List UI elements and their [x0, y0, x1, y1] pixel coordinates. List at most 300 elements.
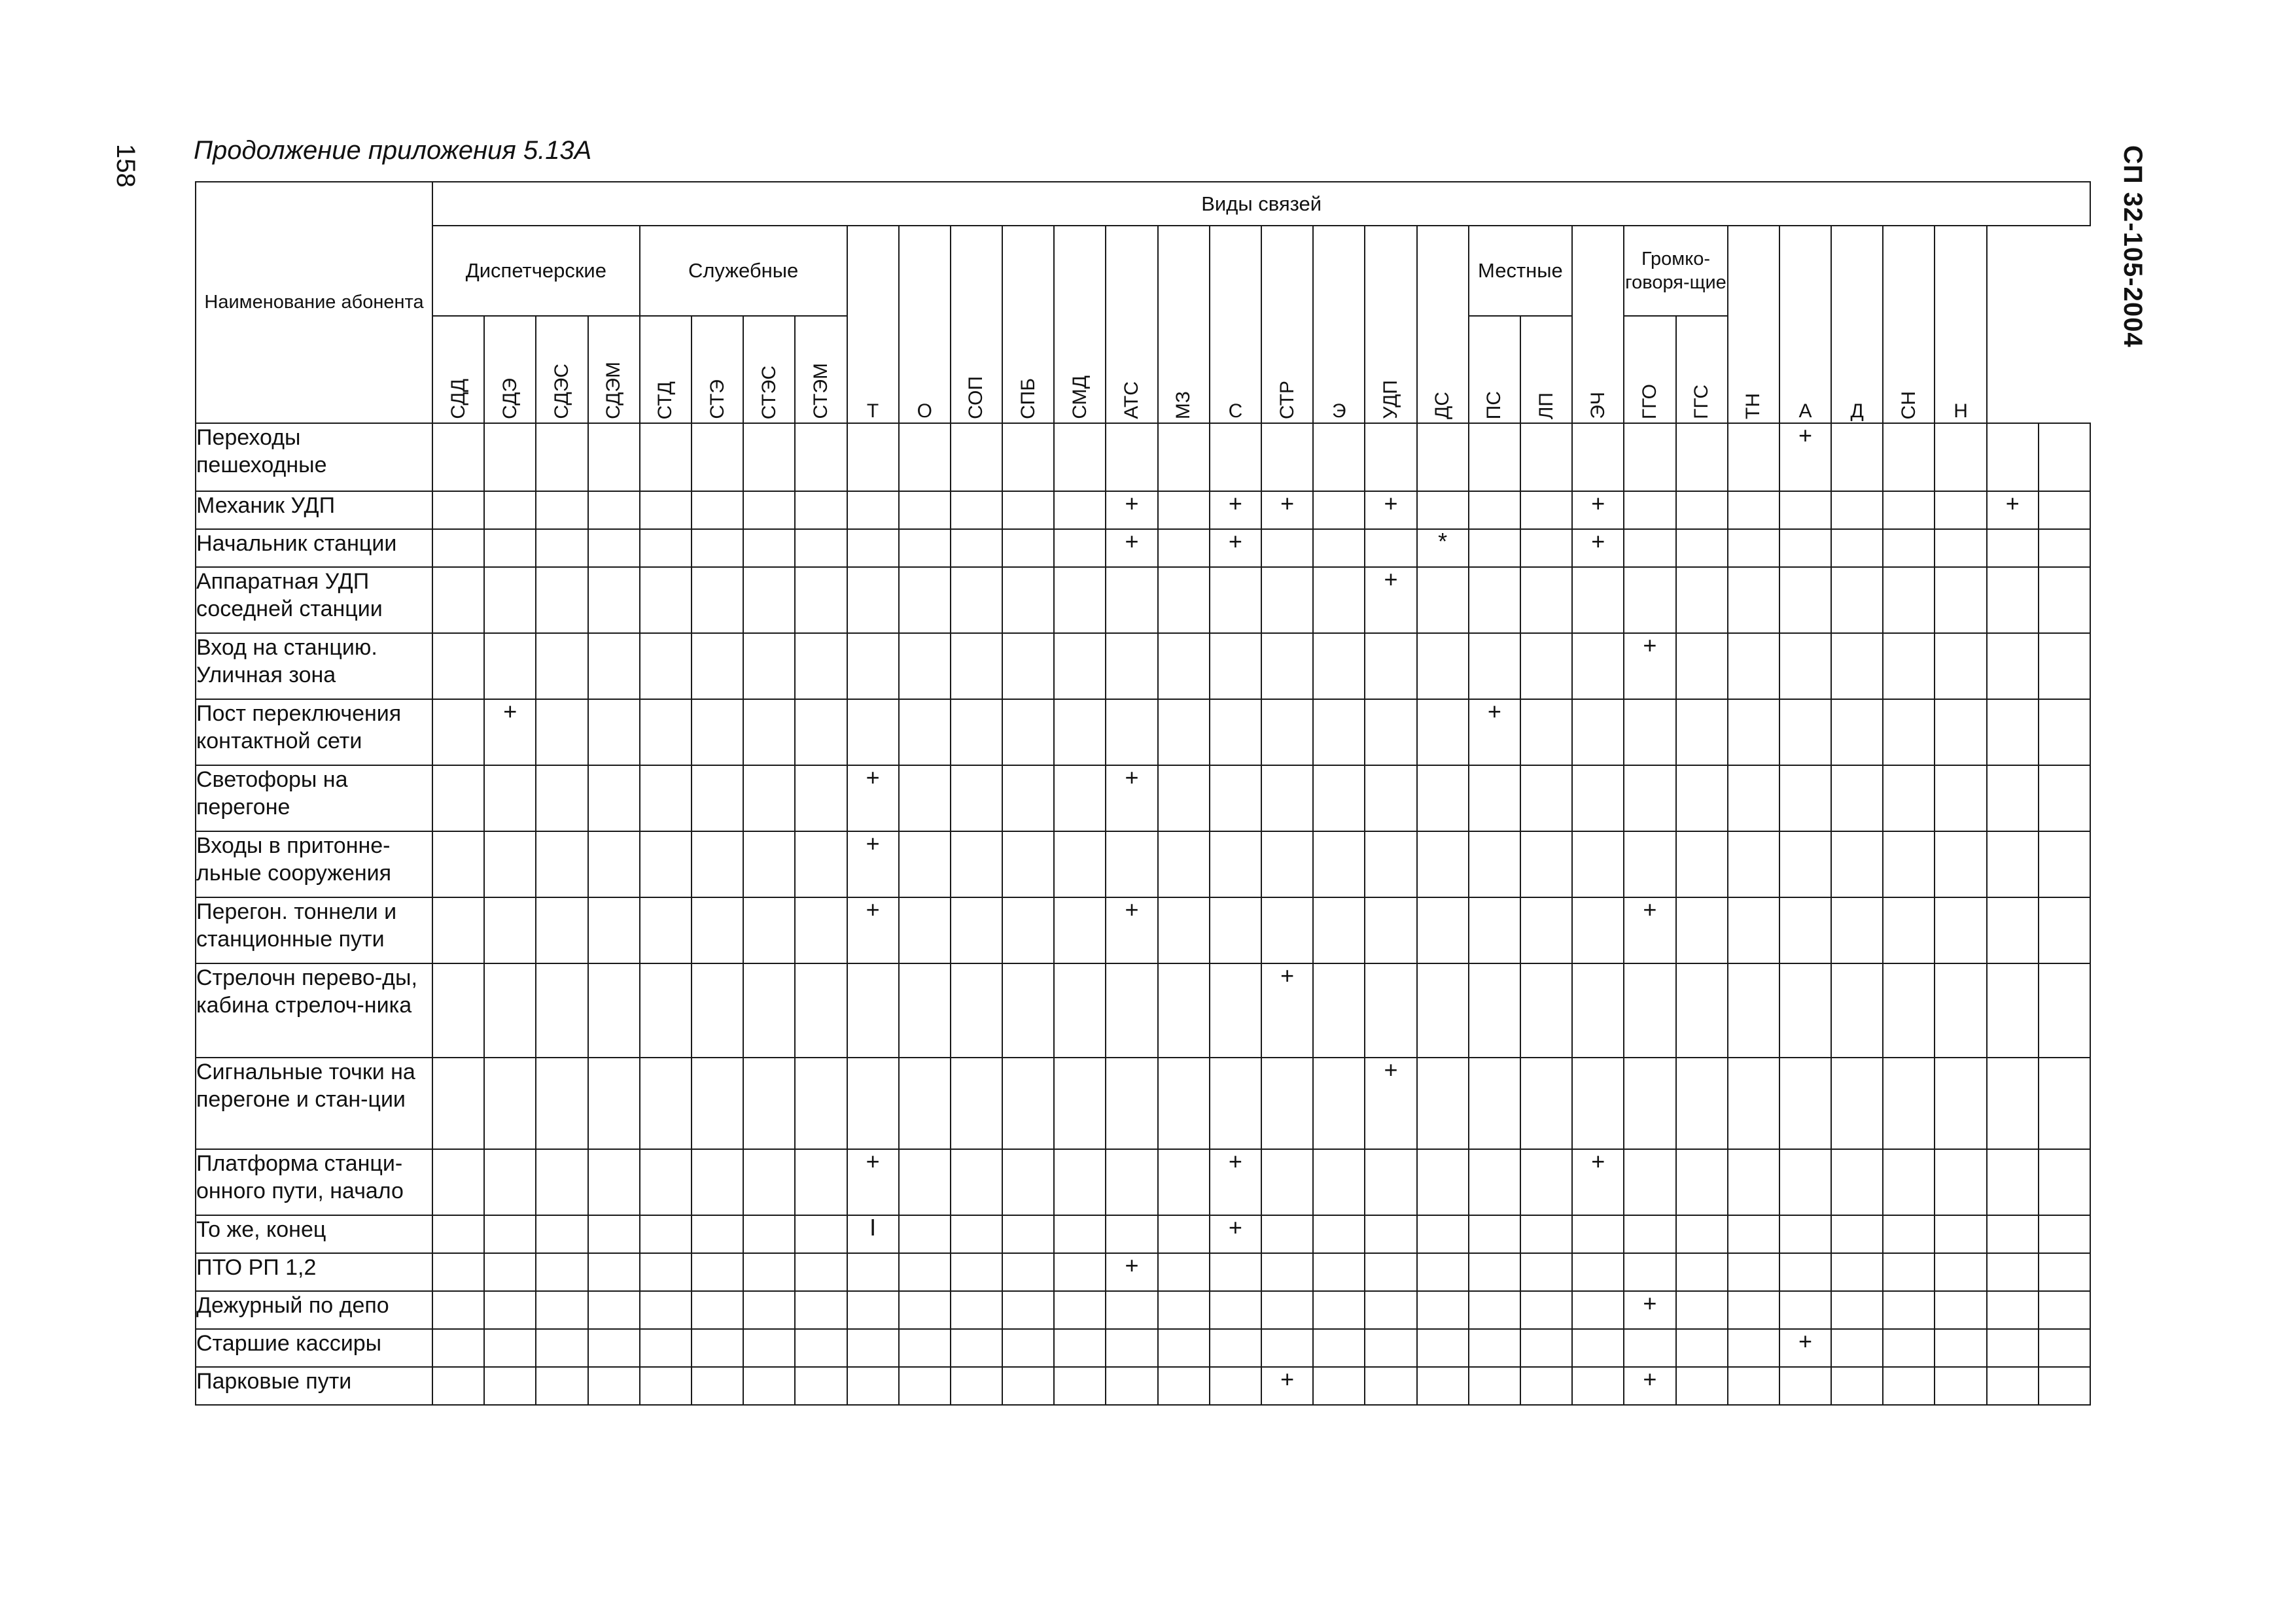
mark-cell	[1520, 1291, 1572, 1329]
mark-cell: +	[1572, 1149, 1624, 1215]
mark-cell: +	[847, 831, 899, 897]
mark-cell	[1054, 1367, 1106, 1405]
code-header: ЭЧ	[1572, 226, 1624, 423]
service-group-header: Служебные	[640, 226, 847, 316]
mark-cell	[1469, 963, 1520, 1058]
mark-cell	[1210, 423, 1261, 491]
mark-cell	[1054, 1253, 1106, 1291]
mark-cell	[951, 699, 1002, 765]
mark-cell	[640, 699, 692, 765]
mark-cell	[1883, 529, 1935, 567]
mark-cell	[1158, 1291, 1210, 1329]
mark-cell	[1676, 1367, 1728, 1405]
mark-cell: +	[1365, 491, 1416, 529]
table-row	[196, 831, 2090, 897]
mark-cell	[1676, 831, 1728, 897]
mark-cell	[1728, 491, 1779, 529]
mark-cell	[1002, 633, 1054, 699]
mark-cell	[692, 897, 743, 963]
mark-cell	[795, 897, 847, 963]
mark-cell	[1469, 529, 1520, 567]
mark-cell: +	[1624, 633, 1675, 699]
mark-cell	[1158, 765, 1210, 831]
subscriber-name: Парковые пути	[196, 1367, 432, 1405]
mark-cell	[692, 491, 743, 529]
mark-cell	[1210, 1291, 1261, 1329]
mark-cell	[1728, 1367, 1779, 1405]
table-row	[196, 1215, 2090, 1253]
mark-cell	[1210, 1058, 1261, 1149]
mark-cell	[692, 1329, 743, 1367]
code-header: УДП	[1365, 226, 1416, 423]
mark-cell	[795, 491, 847, 529]
mark-cell	[1520, 1329, 1572, 1367]
subscriber-name: Платформа станци-онного пути, начало	[196, 1149, 432, 1215]
mark-cell	[432, 1367, 484, 1405]
mark-cell	[1883, 699, 1935, 765]
code-header: ГГС	[1676, 316, 1728, 423]
table-row	[196, 491, 2090, 529]
mark-cell	[1831, 423, 1883, 491]
mark-cell	[1676, 1291, 1728, 1329]
mark-cell: +	[1210, 491, 1261, 529]
mark-cell	[2039, 1253, 2091, 1291]
mark-cell	[1365, 1329, 1416, 1367]
mark-cell	[1417, 699, 1469, 765]
mark-cell	[1106, 1291, 1157, 1329]
mark-cell	[1831, 491, 1883, 529]
mark-cell	[1054, 1058, 1106, 1149]
mark-cell	[1779, 765, 1831, 831]
mark-cell	[1883, 1253, 1935, 1291]
mark-cell	[1572, 831, 1624, 897]
mark-cell	[1831, 633, 1883, 699]
mark-cell	[847, 1253, 899, 1291]
mark-cell: +	[1365, 567, 1416, 633]
mark-cell	[743, 633, 795, 699]
mark-cell	[692, 1291, 743, 1329]
mark-cell	[1779, 963, 1831, 1058]
mark-cell	[1883, 567, 1935, 633]
mark-cell	[1469, 1215, 1520, 1253]
mark-cell	[692, 831, 743, 897]
mark-cell	[795, 831, 847, 897]
subscriber-name: Аппаратная УДП соседней станции	[196, 567, 432, 633]
mark-cell	[484, 1367, 536, 1405]
mark-cell	[1210, 897, 1261, 963]
subscriber-name: Вход на станцию. Уличная зона	[196, 633, 432, 699]
mark-cell	[1779, 1058, 1831, 1149]
mark-cell	[1158, 1367, 1210, 1405]
code-header: Т	[847, 226, 899, 423]
mark-cell	[1469, 831, 1520, 897]
mark-cell	[899, 567, 951, 633]
mark-cell	[692, 765, 743, 831]
mark-cell	[1210, 633, 1261, 699]
mark-cell	[899, 1149, 951, 1215]
mark-cell	[1106, 633, 1157, 699]
mark-cell	[1779, 1215, 1831, 1253]
mark-cell: +	[1261, 963, 1313, 1058]
mark-cell	[1261, 1058, 1313, 1149]
mark-cell	[1572, 1253, 1624, 1291]
mark-cell	[2039, 1058, 2091, 1149]
mark-cell	[640, 1149, 692, 1215]
mark-cell	[1779, 1149, 1831, 1215]
mark-cell	[1883, 1215, 1935, 1253]
mark-cell	[743, 1058, 795, 1149]
code-header: СПБ	[1002, 226, 1054, 423]
table-row	[196, 1329, 2090, 1367]
mark-cell	[484, 423, 536, 491]
mark-cell	[899, 529, 951, 567]
mark-cell	[2039, 1329, 2091, 1367]
mark-cell	[484, 1253, 536, 1291]
mark-cell	[1935, 1058, 1986, 1149]
mark-cell	[951, 1253, 1002, 1291]
mark-cell	[1728, 963, 1779, 1058]
mark-cell	[1779, 529, 1831, 567]
mark-cell	[1002, 1058, 1054, 1149]
mark-cell	[1002, 1215, 1054, 1253]
mark-cell	[1365, 699, 1416, 765]
mark-cell	[1987, 897, 2039, 963]
mark-cell	[2039, 699, 2091, 765]
mark-cell	[1572, 1367, 1624, 1405]
code-header: ДС	[1417, 226, 1469, 423]
mark-cell	[588, 831, 640, 897]
table-row	[196, 567, 2090, 633]
mark-cell	[1935, 1253, 1986, 1291]
mark-cell	[432, 897, 484, 963]
mark-cell	[1728, 1215, 1779, 1253]
mark-cell	[484, 567, 536, 633]
mark-cell	[1883, 765, 1935, 831]
mark-cell	[588, 1149, 640, 1215]
mark-cell: +	[1106, 1253, 1157, 1291]
mark-cell	[899, 1058, 951, 1149]
mark-cell	[1676, 423, 1728, 491]
mark-cell	[899, 765, 951, 831]
mark-cell	[432, 699, 484, 765]
mark-cell: +	[847, 897, 899, 963]
mark-cell	[1469, 491, 1520, 529]
mark-cell	[484, 491, 536, 529]
mark-cell	[536, 1367, 587, 1405]
mark-cell	[1831, 1329, 1883, 1367]
mark-cell	[1935, 567, 1986, 633]
mark-cell	[640, 963, 692, 1058]
mark-cell	[1520, 633, 1572, 699]
mark-cell	[536, 633, 587, 699]
mark-cell	[1624, 1058, 1675, 1149]
mark-cell	[484, 831, 536, 897]
mark-cell	[1313, 1367, 1365, 1405]
mark-cell	[536, 1291, 587, 1329]
mark-cell	[1261, 529, 1313, 567]
code-header: СДЭМ	[588, 316, 640, 423]
mark-cell	[1158, 1215, 1210, 1253]
table-row	[196, 1253, 2090, 1291]
mark-cell	[1261, 423, 1313, 491]
mark-cell	[1987, 765, 2039, 831]
mark-cell	[951, 491, 1002, 529]
mark-cell	[1883, 963, 1935, 1058]
mark-cell	[1520, 1058, 1572, 1149]
mark-cell	[1158, 1149, 1210, 1215]
code-header: СН	[1883, 226, 1935, 423]
mark-cell	[692, 1367, 743, 1405]
mark-cell	[1520, 765, 1572, 831]
mark-cell	[1002, 491, 1054, 529]
mark-cell	[2039, 1291, 2091, 1329]
mark-cell	[1520, 963, 1572, 1058]
table-row	[196, 1149, 2090, 1215]
mark-cell	[2039, 963, 2091, 1058]
mark-cell	[1676, 1253, 1728, 1291]
mark-cell	[1158, 633, 1210, 699]
mark-cell	[743, 423, 795, 491]
mark-cell	[1313, 529, 1365, 567]
mark-cell	[1261, 1329, 1313, 1367]
mark-cell: +	[847, 765, 899, 831]
mark-cell	[1676, 633, 1728, 699]
mark-cell	[1417, 963, 1469, 1058]
mark-cell	[2039, 1367, 2091, 1405]
table-row	[196, 765, 2090, 831]
mark-cell	[847, 699, 899, 765]
mark-cell	[1002, 897, 1054, 963]
code-header: МЗ	[1158, 226, 1210, 423]
mark-cell	[432, 963, 484, 1058]
mark-cell: +	[1106, 765, 1157, 831]
mark-cell	[1520, 699, 1572, 765]
mark-cell	[743, 1149, 795, 1215]
mark-cell	[484, 897, 536, 963]
mark-cell	[1158, 1058, 1210, 1149]
mark-cell	[1313, 765, 1365, 831]
mark-cell	[1106, 831, 1157, 897]
mark-cell	[1417, 1215, 1469, 1253]
mark-cell	[1831, 1149, 1883, 1215]
mark-cell	[1728, 831, 1779, 897]
mark-cell	[1935, 699, 1986, 765]
mark-cell	[640, 1367, 692, 1405]
code-header: Э	[1313, 226, 1365, 423]
mark-cell	[588, 699, 640, 765]
mark-cell	[847, 1329, 899, 1367]
mark-cell	[1624, 963, 1675, 1058]
mark-cell	[795, 1329, 847, 1367]
mark-cell	[2039, 765, 2091, 831]
mark-cell	[743, 963, 795, 1058]
mark-cell	[1417, 491, 1469, 529]
mark-cell	[1572, 423, 1624, 491]
table-row	[196, 963, 2090, 1058]
mark-cell	[1313, 1329, 1365, 1367]
mark-cell: +	[1106, 529, 1157, 567]
mark-cell	[1002, 765, 1054, 831]
mark-cell	[1469, 567, 1520, 633]
mark-cell	[1417, 897, 1469, 963]
subscriber-name: ПТО РП 1,2	[196, 1253, 432, 1291]
mark-cell	[1987, 1291, 2039, 1329]
mark-cell	[1572, 1291, 1624, 1329]
mark-cell	[899, 633, 951, 699]
mark-cell	[1935, 491, 1986, 529]
mark-cell	[1883, 633, 1935, 699]
code-header: СДЭС	[536, 316, 587, 423]
mark-cell	[1831, 567, 1883, 633]
mark-cell	[951, 1215, 1002, 1253]
table-row	[196, 423, 2090, 491]
mark-cell	[1002, 1367, 1054, 1405]
mark-cell	[899, 491, 951, 529]
mark-cell	[1728, 1329, 1779, 1367]
mark-cell	[1054, 491, 1106, 529]
subscriber-name-header: Наименование абонента	[196, 182, 432, 423]
mark-cell	[640, 1215, 692, 1253]
mark-cell	[432, 1149, 484, 1215]
mark-cell	[536, 831, 587, 897]
code-header: АТС	[1106, 226, 1157, 423]
mark-cell	[1935, 963, 1986, 1058]
mark-cell	[484, 1149, 536, 1215]
mark-cell: +	[1779, 1329, 1831, 1367]
mark-cell	[536, 1253, 587, 1291]
mark-cell	[588, 963, 640, 1058]
mark-cell	[588, 423, 640, 491]
mark-cell	[588, 491, 640, 529]
mark-cell	[1676, 491, 1728, 529]
mark-cell	[588, 1367, 640, 1405]
mark-cell	[1365, 1215, 1416, 1253]
mark-cell	[484, 633, 536, 699]
mark-cell	[1002, 529, 1054, 567]
mark-cell	[1831, 897, 1883, 963]
mark-cell	[1158, 699, 1210, 765]
code-header: СТД	[640, 316, 692, 423]
mark-cell	[536, 963, 587, 1058]
mark-cell	[743, 1291, 795, 1329]
mark-cell	[1883, 1149, 1935, 1215]
mark-cell	[1054, 831, 1106, 897]
mark-cell	[1935, 1367, 1986, 1405]
mark-cell	[1210, 567, 1261, 633]
code-header: С	[1210, 226, 1261, 423]
mark-cell: +	[1365, 1058, 1416, 1149]
mark-cell	[795, 1215, 847, 1253]
mark-cell: +	[847, 1149, 899, 1215]
mark-cell	[1469, 1291, 1520, 1329]
mark-cell	[847, 963, 899, 1058]
mark-cell	[1676, 765, 1728, 831]
mark-cell	[1572, 699, 1624, 765]
mark-cell	[1520, 1253, 1572, 1291]
mark-cell	[692, 1253, 743, 1291]
mark-cell	[1520, 567, 1572, 633]
mark-cell	[1417, 567, 1469, 633]
mark-cell	[432, 1058, 484, 1149]
mark-cell	[1624, 1149, 1675, 1215]
mark-cell	[795, 423, 847, 491]
mark-cell	[640, 423, 692, 491]
mark-cell	[692, 423, 743, 491]
table-row	[196, 897, 2090, 963]
mark-cell	[1779, 1291, 1831, 1329]
mark-cell	[432, 765, 484, 831]
mark-cell	[1054, 1329, 1106, 1367]
mark-cell	[1261, 1253, 1313, 1291]
mark-cell	[1210, 765, 1261, 831]
mark-cell	[536, 529, 587, 567]
mark-cell	[1520, 1367, 1572, 1405]
mark-cell	[1624, 1215, 1675, 1253]
mark-cell	[899, 1291, 951, 1329]
mark-cell	[1313, 567, 1365, 633]
mark-cell	[1779, 1367, 1831, 1405]
mark-cell	[536, 567, 587, 633]
mark-cell	[1417, 1329, 1469, 1367]
table-row	[196, 1367, 2090, 1405]
code-header: ТН	[1728, 226, 1779, 423]
mark-cell	[1313, 1253, 1365, 1291]
mark-cell	[1883, 423, 1935, 491]
mark-cell	[1883, 491, 1935, 529]
mark-cell	[1935, 1149, 1986, 1215]
mark-cell	[1106, 423, 1157, 491]
mark-cell	[899, 1253, 951, 1291]
code-header: ПС	[1469, 316, 1520, 423]
mark-cell	[1054, 897, 1106, 963]
mark-cell	[1054, 529, 1106, 567]
mark-cell	[1158, 831, 1210, 897]
mark-cell	[1417, 1291, 1469, 1329]
mark-cell	[1106, 1215, 1157, 1253]
mark-cell	[588, 1329, 640, 1367]
mark-cell	[1365, 1149, 1416, 1215]
mark-cell	[692, 1058, 743, 1149]
mark-cell	[951, 529, 1002, 567]
mark-cell	[1987, 1149, 2039, 1215]
mark-cell	[1728, 1058, 1779, 1149]
mark-cell: +	[484, 699, 536, 765]
code-header: СОП	[951, 226, 1002, 423]
mark-cell	[1987, 963, 2039, 1058]
mark-cell	[1676, 699, 1728, 765]
mark-cell	[847, 491, 899, 529]
mark-cell	[743, 1215, 795, 1253]
mark-cell	[588, 1253, 640, 1291]
code-header: СМД	[1054, 226, 1106, 423]
mark-cell	[795, 1149, 847, 1215]
mark-cell	[1831, 963, 1883, 1058]
mark-cell	[1002, 567, 1054, 633]
mark-cell	[484, 529, 536, 567]
mark-cell	[847, 1058, 899, 1149]
mark-cell	[951, 1058, 1002, 1149]
mark-cell	[1572, 567, 1624, 633]
mark-cell	[692, 963, 743, 1058]
mark-cell	[1520, 529, 1572, 567]
mark-cell	[1106, 567, 1157, 633]
mark-cell: +	[1469, 699, 1520, 765]
mark-cell	[1831, 529, 1883, 567]
mark-cell	[743, 491, 795, 529]
mark-cell	[1624, 699, 1675, 765]
mark-cell	[743, 529, 795, 567]
mark-cell	[1313, 699, 1365, 765]
